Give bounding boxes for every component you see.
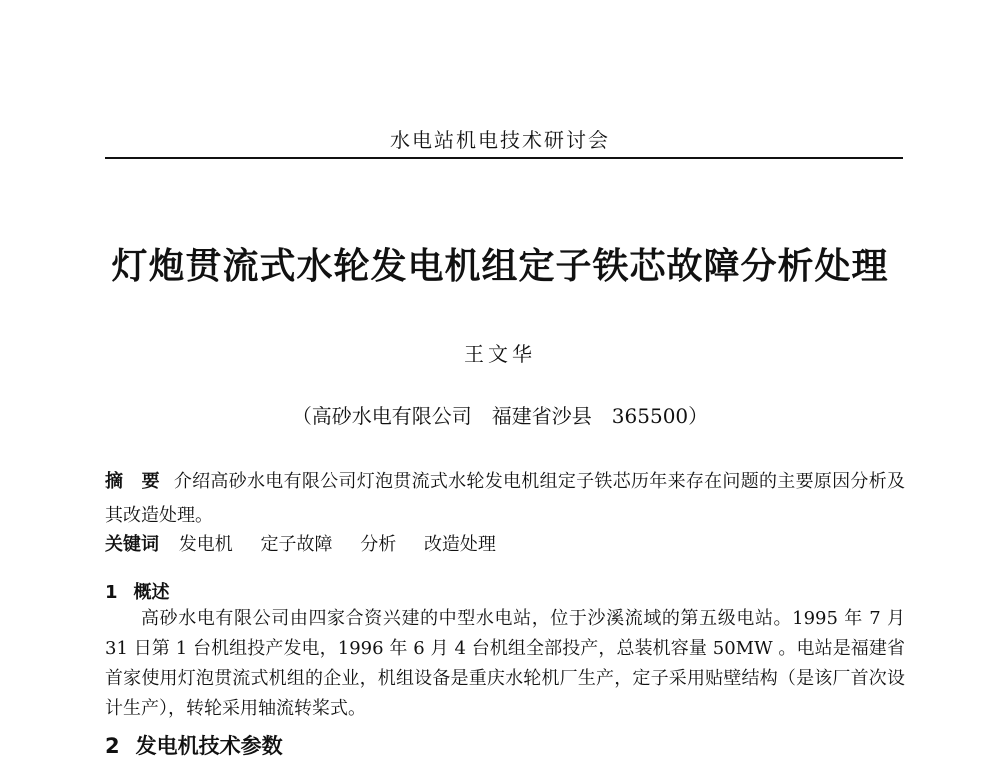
- keyword: 发电机: [178, 534, 233, 555]
- paper-title: 灯炮贯流式水轮发电机组定子铁芯故障分析处理: [111, 245, 889, 287]
- author-name: 王文华: [464, 342, 536, 366]
- section-number: 1: [105, 582, 118, 603]
- section-heading: [105, 730, 283, 760]
- section-title: 概述: [133, 582, 170, 603]
- abstract: [105, 465, 905, 533]
- keyword: 定子故障: [260, 534, 333, 555]
- section-paragraph: 高砂水电有限公司由四家合资兴建的中型水电站，位于沙溪流域的第五级电站。1995 年 7 月 31 日第 1 台机组投产发电，1996 年 6 月 4 台机组全部投产，总装机容量 50MW 。电站是福建省首家使用灯泡贯流式机组的企业，机组设备是重庆水轮机厂生产，定子采用贴壁结构（是该厂首次设计生产），转轮采用轴流转桨式。: [105, 608, 905, 719]
- keyword: 改造处理: [423, 534, 496, 555]
- header-rule: [105, 157, 903, 159]
- keywords: [105, 528, 905, 562]
- keyword: 分析: [360, 534, 397, 555]
- section-title: 发电机技术参数: [135, 734, 283, 758]
- running-header: 水电站机电技术研讨会: [390, 128, 610, 152]
- abstract-text: 介绍高砂水电有限公司灯泡贯流式水轮发电机组定子铁芯历年来存在问题的主要原因分析及其改造处理。: [105, 471, 905, 526]
- author-affiliation: （高砂水电有限公司 福建省沙县 365500）: [291, 404, 709, 428]
- keywords-label: 关键词: [105, 534, 159, 555]
- section-number: 2: [105, 734, 120, 758]
- abstract-label: 摘 要: [105, 471, 160, 492]
- section-heading: [105, 578, 170, 604]
